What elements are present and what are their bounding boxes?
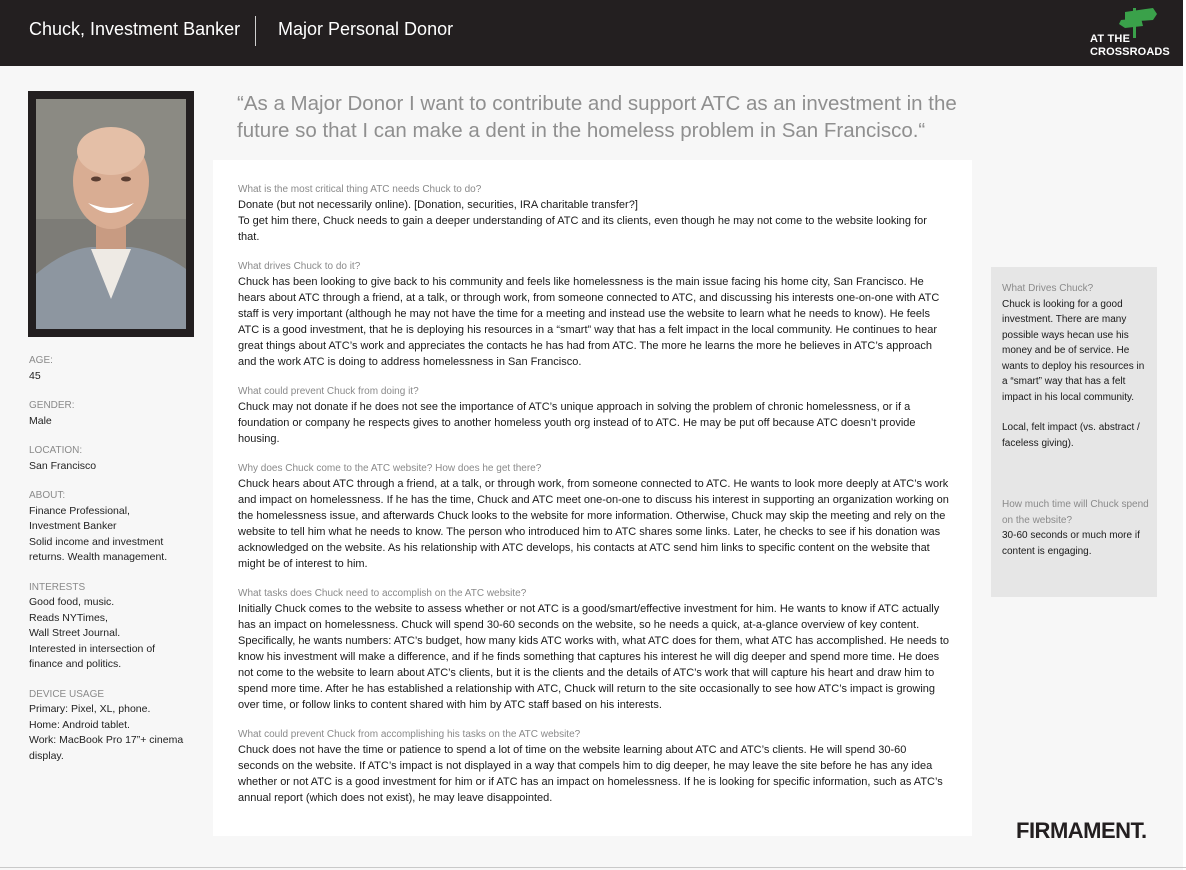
profile-value: Good food, music. [29,596,115,608]
section-question: What is the most critical thing ATC needs Chuck to do? [238,184,482,195]
profile-value: Solid income and investment [29,535,164,548]
persona-quote: “As a Major Donor I want to contribute and support ATC as an investment in the future so that I can make a dent in the homeless problem in San Francisco.“ [237,92,957,142]
persona-role: Major Personal Donor [278,19,454,39]
profile-label: GENDER: [29,400,75,411]
profile-about [29,488,199,566]
persona-name: Chuck, Investment Banker [29,19,241,39]
section-barriers [238,384,950,447]
profile-value: finance and politics. [29,658,122,670]
section-question: What tasks does Chuck need to accomplish on the ATC website? [238,588,527,599]
profile-value: display. [29,749,64,762]
profile-value: Home: Android tablet. [29,718,130,731]
section-critical-action [238,182,950,245]
header-bar [0,0,1186,66]
profile-value: Interested in intersection of [29,642,156,655]
section-question: What could prevent Chuck from accomplishing his tasks on the ATC website? [238,729,581,740]
profile-value: 45 [29,369,41,382]
profile-label: INTERESTS [29,581,86,593]
persona-photo [36,99,186,329]
logo-line-1: AT THE [1090,33,1131,45]
persona-photo-frame [28,91,194,337]
section-drivers [238,259,950,370]
profile-sidebar [29,353,199,778]
main-content-panel [213,160,972,836]
profile-value: San Francisco [29,459,97,472]
sidebox-answer: Chuck is looking for a good investment. There are many possible ways hecan use his money and be of service. He wants to deploy his resources in a “smart” way that has a felt impact in his local community. [1002,298,1145,403]
profile-interests [29,580,199,673]
profile-value: Work: MacBook Pro 17”+ cinema [29,734,184,746]
summary-sidebox [991,267,1157,597]
sidebox-question: What Drives Chuck? [1002,283,1094,294]
section-answer: Donate (but not necessarily online). [Donation, securities, IRA charitable transfer?] To get him there, Chuck needs to gain a deeper understanding of ATC and its clients, even though he may not come to the website looking for that. [238,199,927,243]
section-answer: Chuck hears about ATC through a friend, at a talk, or through work, from someone connected to ATC. He wants to look more deeply at ATC’s work and impact on homelessness. If he has the time, Chuck and ATC meet one-on-one to discuss his interest in supporting an organization working on the homelessness issue, and afterwards Chuck looks to the website for more information. Otherwise, Chuck may skip the meeting and rely on the website to tell him what he needs to know. The person who introduced him to ATC shares some links. Later, he checks to see if his donation was acknowledged on the website. As his relationship with ATC develops, his contacts at ATC send him links to specific content on the website that might be of interest to him. [238,478,949,570]
section-answer: Chuck may not donate if he does not see the importance of ATC’s unique approach in solving the problem of chronic homelessness, or if a foundation or company he respects gives to another homeless youth org instead of to ATC. He may be put off because ATC doesn’t provide housing. [238,401,916,445]
section-website-arrival [238,461,950,572]
profile-age [29,353,199,384]
profile-value: Wall Street Journal. [29,627,121,639]
profile-value: Investment Banker [29,520,117,532]
profile-label: DEVICE USAGE [29,688,105,700]
profile-label: AGE: [29,355,53,366]
profile-value: Male [29,414,52,427]
profile-location [29,443,199,474]
page-edge [0,867,1186,868]
at-the-crossroads-logo [1089,8,1170,62]
section-answer: Chuck does not have the time or patience to spend a lot of time on the website learning about ATC and ATC’s clients. He will spend 30-60 seconds on the website. If ATC’s impact is not displayed in a way that compels him to dig deeper, he may leave the site before he has any idea whether or not ATC is a good investment for him or if ATC has an impact on homelessness. If he is looking for specific information, such as ATC’s annual report (which does not exist), he may leave disappointed. [238,744,943,804]
sidebox-question: How much time will Chuck spend on the website? [1002,499,1149,526]
profile-value: Primary: Pixel, XL, phone. [29,703,151,715]
profile-device-usage [29,687,199,765]
sidebox-answer: 30-60 seconds or much more if content is engaging. [1002,530,1140,557]
section-website-tasks [238,586,950,713]
section-answer: Initially Chuck comes to the website to assess whether or not ATC is a good/smart/effective investment for him. He wants to know if ATC actually has an impact on homelessness. Chuck will spend 30-60 seconds on the website, so he needs a quick, at-a-glance overview of key content. Specifically, he wants numbers: ATC’s budget, how many kids ATC works with, what ATC does for them, what ATC has accomplished. He needs to know his investment will make a difference, and if he finds something that captures his interest he will dig deeper and spend more time. He does not come to the website to learn about ATC’s clients, but it is the clients and the details of ATC’s work that will capture his heart and draw him to spend more time. After he has established a relationship with ATC, Chuck will return to the site occasionally to see how ATC’s impact is growing over time, or follow links to content shared with him by ATC staff based on his interests. [238,603,950,711]
profile-label: LOCATION: [29,445,83,456]
profile-gender [29,398,199,429]
section-question: Why does Chuck come to the ATC website? How does he get there? [238,463,542,474]
section-question: What could prevent Chuck from doing it? [238,386,419,397]
section-answer: Chuck has been looking to give back to his community and feels like homelessness is the main issue facing his home city, San Francisco. He hears about ATC through a friend, at a talk, or through work, from someone connected to ATC, and discussing his interests one-on-one with ATC staff is very important (although he may not have the time for a meeting and instead use the website to learn what he needs to know). He feels ATC is a good investment, that he is deploying his resources in a “smart” way that has a felt impact in the local community. He continues to hear great things about ATC’s work and appreciates the contacts he has had from ATC. The more he learns the more he believes in ATC’s approach and the work ATC is doing to address homelessness in San Francisco. [238,276,940,368]
section-question: What drives Chuck to do it? [238,261,361,272]
profile-value: Finance Professional, [29,504,130,517]
sidebox-answer: Local, felt impact (vs. abstract / faceless giving). [1002,422,1140,449]
section-task-barriers [238,727,950,806]
profile-label: ABOUT: [29,490,66,501]
profile-value: Reads NYTimes, [29,611,108,624]
logo-line-2: CROSSROADS [1090,46,1170,58]
firmament-logo: FIRMAMENT. [1016,818,1147,843]
profile-value: returns. Wealth management. [29,551,168,563]
header-divider [255,16,256,46]
